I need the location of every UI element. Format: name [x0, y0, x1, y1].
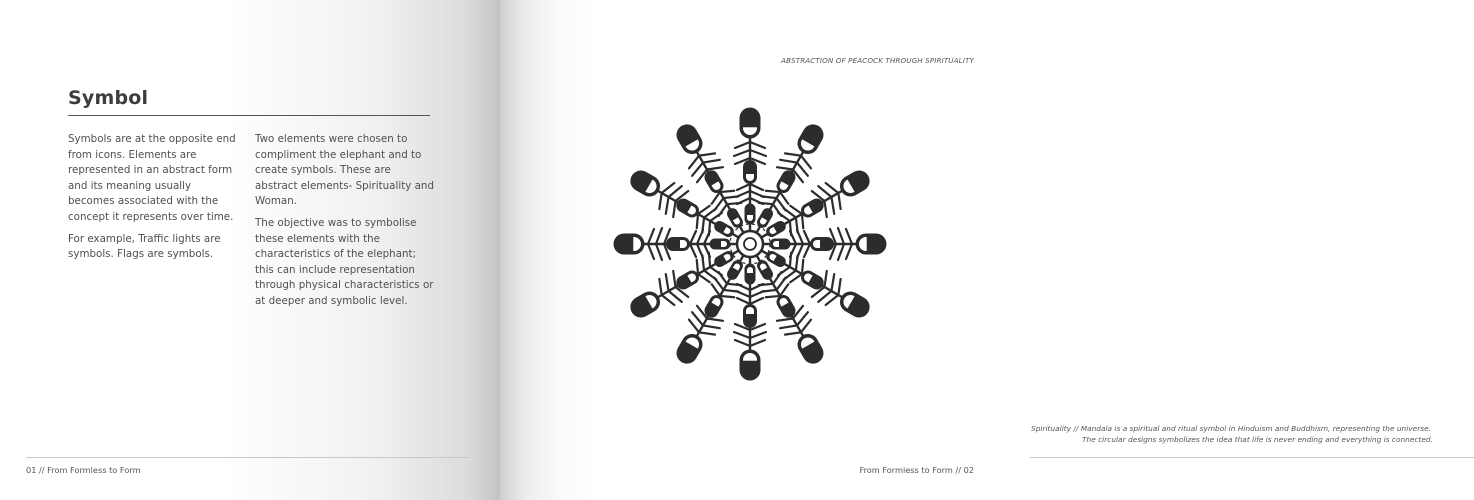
right-footer-rule — [1030, 457, 1474, 458]
left-page-footer: 01 // From Formless to Form — [26, 465, 141, 475]
text-column-1 — [68, 132, 240, 269]
figure-caption-line-1: Spirituality // Mandala is a spiritual and ritual symbol in Hinduism and Buddhism, representing the universe. — [1031, 424, 1431, 433]
right-page-footer: From Formless to Form // 02 — [859, 465, 974, 475]
mandala-arm — [762, 228, 887, 260]
heading-underline — [68, 115, 430, 116]
mandala-arm — [734, 108, 766, 233]
mandala-illustration — [608, 102, 892, 386]
figure-caption-line-2: The circular designs symbolizes the idea that life is never ending and everything is connected. — [1082, 435, 1433, 444]
column1-paragraph-1: Symbols are at the opposite end from icons. Elements are represented in an abstract form and its meaning usually becomes associated with the concept it represents over time. — [68, 133, 236, 223]
text-column-2 — [255, 132, 435, 316]
column2-paragraph-2: The objective was to symbolise these elements with the characteristics of the elephant; this can include representation through physical characteristics or at deeper and symbolic level. — [255, 216, 434, 307]
column1-paragraph-2: For example, Traffic lights are symbols. Flags are symbols. — [68, 232, 221, 261]
mandala-arm — [614, 228, 739, 260]
column2-paragraph-1: Two elements were chosen to compliment the elephant and to create symbols. These are abstract elements- Spirituality and Woman. — [255, 133, 434, 208]
figure-caption — [1031, 423, 1471, 445]
mandala-arm — [734, 256, 766, 381]
page-heading: Symbol — [68, 87, 149, 109]
figure-title: ABSTRACTION OF PEACOCK THROUGH SPIRITUALITY — [781, 56, 974, 65]
left-footer-rule — [26, 457, 470, 458]
left-page — [0, 0, 500, 500]
